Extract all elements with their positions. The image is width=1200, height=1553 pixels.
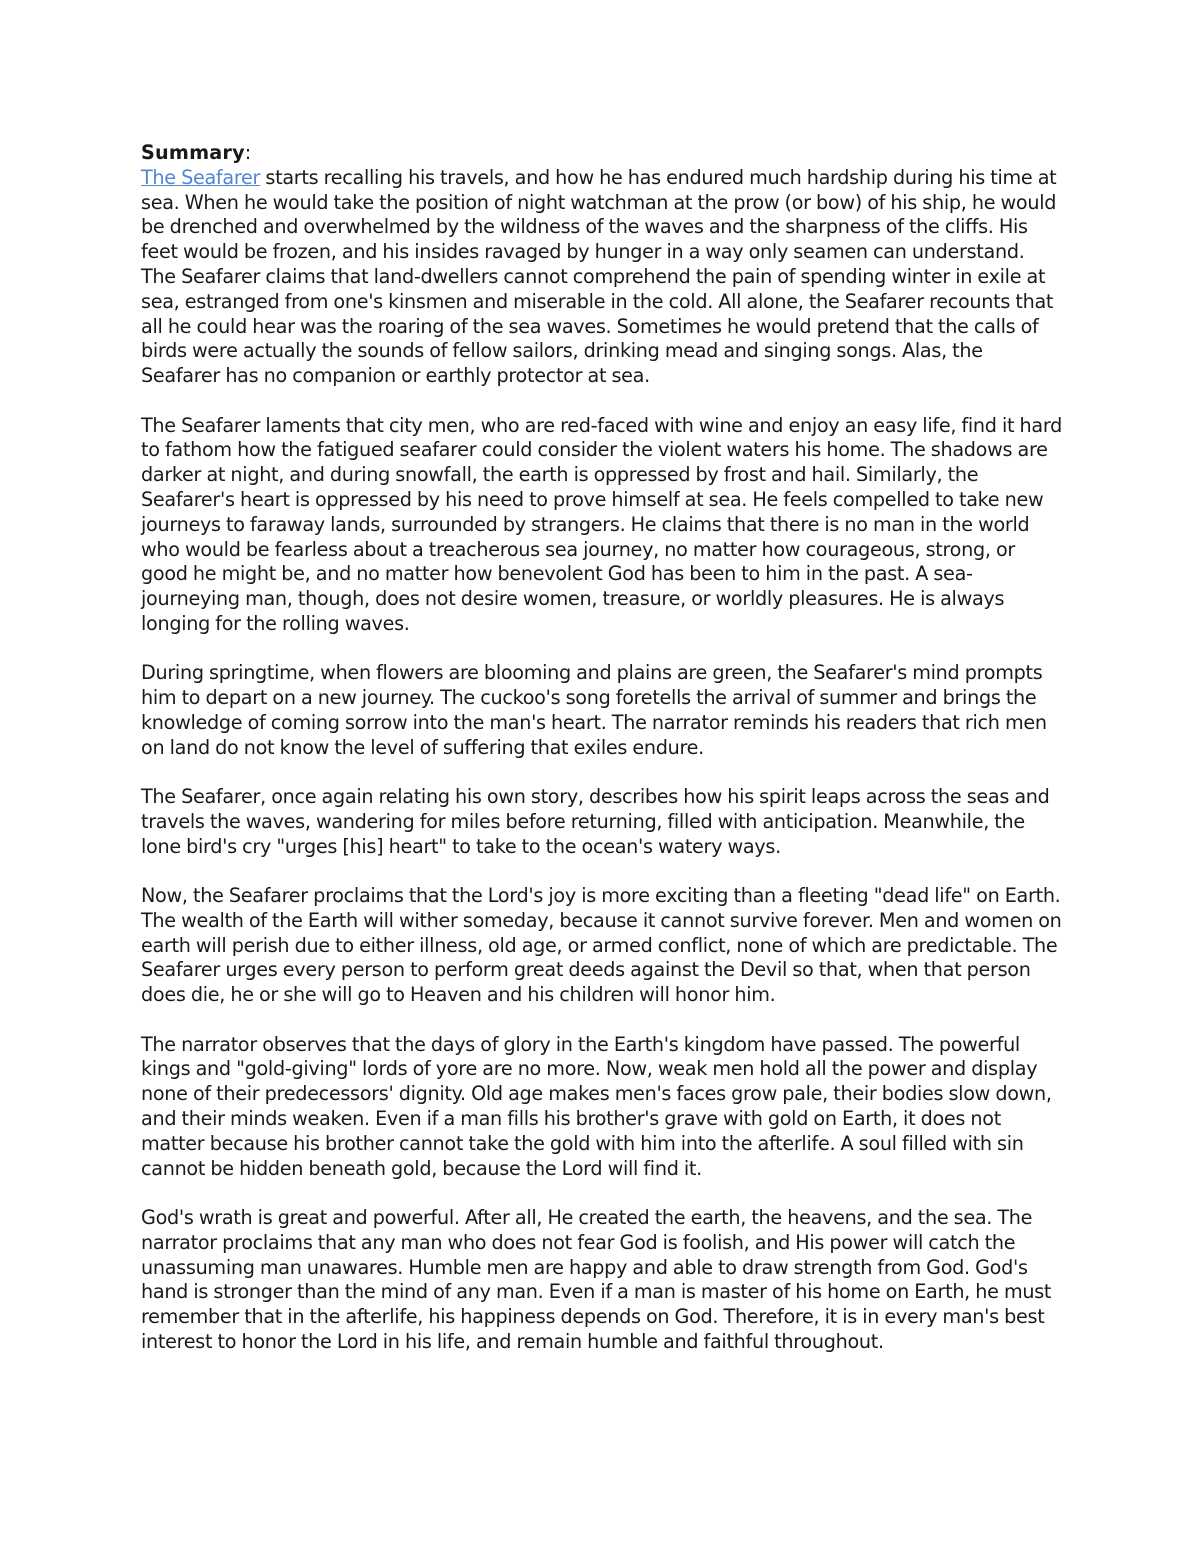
summary-heading-line (141, 141, 1066, 166)
document-page (141, 141, 1066, 1355)
body-paragraph: The narrator observes that the days of glory in the Earth's kingdom have passed. The powerful kings and "gold-giving" lords of yore are no more. Now, weak men hold all the power and display none of their predecessors' dignity. Old age makes men's faces grow pale, their bodies slow down, and their minds weaken. Even if a man fills his brother's grave with gold on Earth, it does not matter because his brother cannot take the gold with him into the afterlife. A soul filled with sin cannot be hidden beneath gold, because the Lord will find it. (141, 1032, 1052, 1180)
summary-heading-colon: : (244, 141, 251, 164)
body-paragraph: During springtime, when flowers are blooming and plains are green, the Seafarer's mind prompts him to depart on a new journey. The cuckoo's song foretells the arrival of summer and brings the knowledge of coming sorrow into the man's heart. The narrator reminds his readers that rich men on land do not know the level of suffering that exiles endure. (141, 661, 1047, 759)
body-paragraph: Now, the Seafarer proclaims that the Lord's joy is more exciting than a fleeting "dead life" on Earth. The wealth of the Earth will wither someday, because it cannot survive forever. Men and women on earth will perish due to either illness, old age, or armed conflict, none of which are predictable. The Seafarer urges every person to perform great deeds against the Devil so that, when that person does die, he or she will go to Heaven and his children will honor him. (141, 884, 1062, 1007)
intro-paragraph-text: starts recalling his travels, and how he has endured much hardship during his time at sea. When he would take the position of night watchman at the prow (or bow) of his ship, he would be drenched and overwhelmed by the wildness of the waves and the sharpness of the cliffs. His feet would be frozen, and his insides ravaged by hunger in a way only seamen can understand. (141, 165, 1057, 264)
body-paragraph: God's wrath is great and powerful. After all, He created the earth, the heavens, and the sea. The narrator proclaims that any man who does not fear God is foolish, and His power will catch the unassuming man unawares. Humble men are happy and able to draw strength from God. God's hand is stronger than the mind of any man. Even if a man is master of his home on Earth, he must remember that in the afterlife, his happiness depends on God. Therefore, it is in every man's best interest to honor the Lord in his life, and remain humble and faithful throughout. (141, 1206, 1052, 1354)
intro-paragraph (141, 166, 1066, 265)
seafarer-link[interactable]: The Seafarer (141, 165, 261, 189)
summary-heading: Summary (141, 141, 245, 164)
body-paragraph: The Seafarer claims that land-dwellers cannot comprehend the pain of spending winter in exile at sea, estranged from one's kinsmen and miserable in the cold. All alone, the Seafarer recounts that all he could hear was the roaring of the sea waves. Sometimes he would pretend that the calls of birds were actually the sounds of fellow sailors, drinking mead and singing songs. Alas, the Seafarer has no companion or earthly protector at sea. (141, 264, 1054, 388)
body-paragraph: The Seafarer laments that city men, who are red-faced with wine and enjoy an easy life, find it hard to fathom how the fatigued seafarer could consider the violent waters his home. The shadows are darker at night, and during snowfall, the earth is oppressed by frost and hail. Similarly, the Seafarer's heart is oppressed by his need to prove himself at sea. He feels compelled to take new journeys to faraway lands, surrounded by strangers. He claims that there is no man in the world who would be fearless about a treacherous sea journey, no matter how courageous, strong, or good he might be, and no matter how benevolent God has been to him in the past. A sea-journeying man, though, does not desire women, treasure, or worldly pleasures. He is always longing for the rolling waves. (141, 413, 1062, 635)
body-paragraph: The Seafarer, once again relating his own story, describes how his spirit leaps across the seas and travels the waves, wandering for miles before returning, filled with anticipation. Meanwhile, the lone bird's cry "urges [his] heart" to take to the ocean's watery ways. (141, 785, 1050, 858)
